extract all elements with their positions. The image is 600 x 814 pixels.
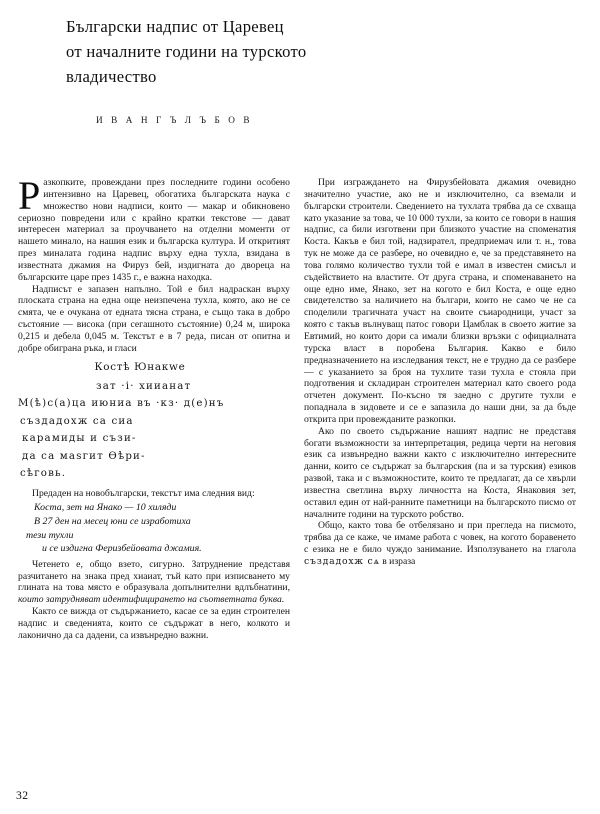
title-line-3: владичество bbox=[66, 67, 157, 86]
inscription-line-4: да са маѕгит Ѳѣри- bbox=[22, 450, 146, 462]
paragraph-translation-lead: Предаден на новобългарски, текстът има следния вид: bbox=[32, 487, 255, 499]
paragraph-intro-text: азкопките, провеждани през последните години особено интензивно на Царевец, обогатиха българската наука с множество нови надписи, които — макар и обикновено сериозно повредени или с крайно кратки текстове — дават интересен материал за проучването на отделни моменти от нашето минало, на нашия език и българска култура. И откритият през миналата година надпис върху една тухла, взидана в известната джамия на Фируз бей, издигната до двореца на българските царе през 1435 г., е важна находка. bbox=[18, 177, 290, 283]
conclusion-text-b: в израза bbox=[379, 556, 416, 567]
drop-cap: Р bbox=[18, 173, 41, 218]
inscription-line-5: сѣговь. bbox=[20, 468, 67, 479]
reading-notes-text: Четенето е, общо взето, сигурно. Затруднение представя разчитането на знака пред хиаиат, тъй като при изписването му глината на това място е образувала допълнителни вдлъбнатини, bbox=[18, 558, 290, 594]
journal-page bbox=[0, 14, 600, 814]
right-column bbox=[304, 177, 576, 642]
paragraph-intro bbox=[18, 173, 290, 284]
translation-line-3: тези тухли bbox=[26, 529, 74, 541]
paragraph-conclusion bbox=[304, 520, 576, 567]
reading-notes-italic: които затрудняват идентифицирането на съответната буква. bbox=[18, 594, 285, 606]
paragraph-significance: Както се вижда от съдържанието, касае се за един строителен надпис и сведенията, които се съдържат в него, колкото и лаконично да са дадени, са извънредно важни. bbox=[18, 606, 290, 641]
inscription-line-2: създадохж са сиа bbox=[20, 415, 134, 427]
conclusion-text-a: Общо, както това бе отбелязано и при прегледа на писмото, трябва да се каже, че имаме работа с човек, на когото боравенето с езика не е било чуждо занимание. Използуването на глагола bbox=[304, 520, 576, 556]
inscription-heading: Костѣ Юнакwе bbox=[94, 360, 186, 373]
translation-line-1: Коста, зет на Янако — 10 хиляди bbox=[34, 502, 177, 514]
paragraph-description: Надписът е запазен напълно. Той е бил надраскан върху плоската страна на една още неизпечена тухла, която, ако не се смята, че е очукана от едната тясна страна, е също така в добро състояние — висока (при сегашното състояние) 0,24 м, широка 0,215 и дебела 0,045 м. Текстът е в 7 реда, писан от опитна и добре обиграна ръка, и гласи bbox=[18, 283, 290, 354]
inscription-line-1: М(ѣ)с(а)ца июниа въ ·кз· д(е)нъ bbox=[18, 398, 225, 409]
left-column bbox=[18, 173, 290, 642]
translation-line-2: В 27 ден на месец юни се изработиха bbox=[34, 515, 191, 527]
title-line-1: Български надпис от Царевец bbox=[66, 17, 284, 36]
translation-line-4: и се издигна Феризбейовата джамия. bbox=[42, 543, 202, 555]
paragraph-reading-notes bbox=[18, 559, 290, 606]
paragraph-language-value: Ако по своето съдържание нашият надпис не представя богати възможности за интерпретация, редица черти на неговия език са извънредно важни както с изключително интересните данни, които се съдържат за българския (па и за турския) езиков развой, така и с възможностите, които те предлагат, да се хвърли известна светлина върху личността на Коста, Янаковия зет, оставил един от най-ранните паметници на българското писмо от началните години на турското робство. bbox=[304, 425, 576, 520]
author-byline: И В А Н Г Ъ Л Ъ Б О В bbox=[96, 115, 253, 125]
article-body bbox=[0, 173, 600, 642]
inscription-line-b-text: зат ·і· хиианат bbox=[96, 380, 192, 392]
conclusion-old-slavonic-form: създадохж сѧ bbox=[304, 556, 380, 567]
inscription-facsimile bbox=[18, 362, 290, 483]
paragraph-builders: При изграждането на Фирузбейовата джамия очевидно значително участие, ако не и изключително, са вземали и български строители. Сведението на тухлата трябва да се схваща като указание за това, че 10 000 тухли, за които се говори в нашия надпис, са били изготвени при близкото участие на споменатия Коста. Какъв е бил той, надзирател, предприемач или т. н., това тук не може да се разбере, но очевидно е, че за представянето на това голямо количество тухли той е имал в известен смисъл и съдействието на властите. От друга страна, и споменаването на още едно име, Янако, зет на когото е бил Коста, е още едно свидетелство за наличието на българи, които не само че не са споделили трагичната участ на своите съиародници, участ за която с такъв вълнуващ патос говори Цамблак в своето житие за Евтимий, но които дори са имали близки връзки с официалната турска власт в поробена България. Какво е било предназначението на изследвания текст, не е трудно да се разбере — с указанието за броя на тухлите тази тухла е стояла при подготвения и складиран строителен материал като своего рода отчетен документ. По-късно тя заедно с другите тухли е попаднала в зидовете и се е запазила до наши дни, за да бъде открита при провежданите разкопки. bbox=[304, 177, 576, 425]
page-title bbox=[66, 14, 570, 89]
page-number: 32 bbox=[16, 789, 29, 802]
translation-block bbox=[18, 501, 290, 555]
title-line-2: от началните години на турското bbox=[66, 42, 307, 61]
inscription-line-3: карамиды и съзи- bbox=[22, 433, 137, 444]
inscription-line-b bbox=[18, 378, 290, 396]
